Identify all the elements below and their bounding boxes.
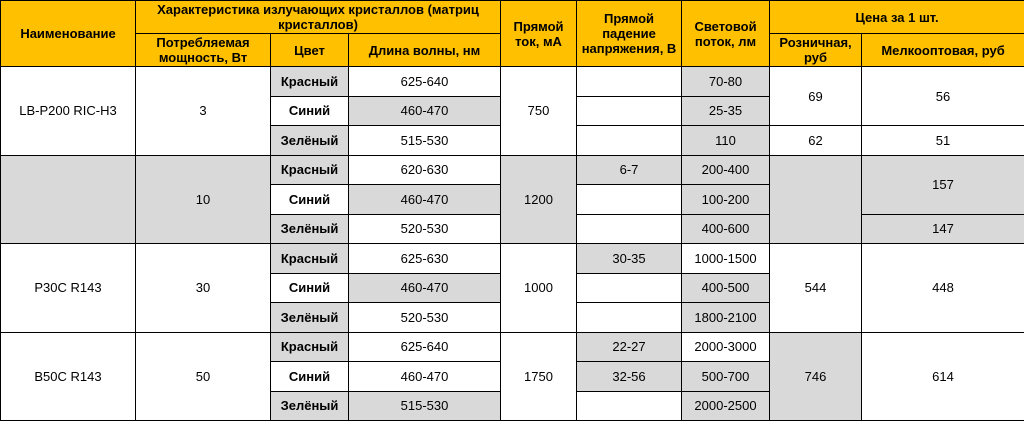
table-row <box>1 244 1024 274</box>
flux-cell: 400-600 <box>682 214 770 244</box>
table-header-row-1 <box>1 1 1024 34</box>
voltage-cell <box>577 303 682 333</box>
voltage-cell: 32-56 <box>577 362 682 392</box>
color-cell: Синий <box>271 362 349 392</box>
flux-cell: 2000-3000 <box>682 332 770 362</box>
retail-price-cell <box>770 155 862 244</box>
flux-cell: 100-200 <box>682 185 770 215</box>
wholesale-price-cell: 614 <box>862 332 1024 421</box>
voltage-cell: 22-27 <box>577 332 682 362</box>
flux-cell: 2000-2500 <box>682 391 770 421</box>
power-cell: 10 <box>136 155 271 244</box>
wavelength-cell: 460-470 <box>349 185 501 215</box>
retail-price-cell: 69 <box>770 67 862 126</box>
header-wavelength: Длина волны, нм <box>349 34 501 67</box>
wavelength-cell: 460-470 <box>349 362 501 392</box>
voltage-cell <box>577 96 682 126</box>
color-cell: Красный <box>271 244 349 274</box>
wavelength-cell: 625-640 <box>349 332 501 362</box>
header-power: Потребляемая мощность, Вт <box>136 34 271 67</box>
power-cell: 50 <box>136 332 271 421</box>
header-characteristics: Характеристика излучающих кристаллов (матриц кристаллов) <box>136 1 501 34</box>
wavelength-cell: 625-640 <box>349 67 501 97</box>
flux-cell: 400-500 <box>682 273 770 303</box>
wholesale-price-cell: 448 <box>862 244 1024 333</box>
wavelength-cell: 520-530 <box>349 303 501 333</box>
voltage-cell <box>577 185 682 215</box>
product-name-cell: B50C R143 <box>1 332 136 421</box>
color-cell: Зелёный <box>271 303 349 333</box>
color-cell: Зелёный <box>271 214 349 244</box>
wavelength-cell: 515-530 <box>349 126 501 156</box>
voltage-cell <box>577 391 682 421</box>
voltage-cell <box>577 126 682 156</box>
retail-price-cell: 544 <box>770 244 862 333</box>
color-cell: Зелёный <box>271 391 349 421</box>
table-row <box>1 67 1024 97</box>
product-name-cell <box>1 155 136 244</box>
voltage-cell <box>577 214 682 244</box>
wavelength-cell: 625-630 <box>349 244 501 274</box>
color-cell: Синий <box>271 185 349 215</box>
wavelength-cell: 460-470 <box>349 96 501 126</box>
header-color: Цвет <box>271 34 349 67</box>
header-price: Цена за 1 шт. <box>770 1 1024 34</box>
color-cell: Красный <box>271 155 349 185</box>
wavelength-cell: 520-530 <box>349 214 501 244</box>
header-retail: Розничная, руб <box>770 34 862 67</box>
wavelength-cell: 620-630 <box>349 155 501 185</box>
voltage-cell <box>577 67 682 97</box>
voltage-cell: 30-35 <box>577 244 682 274</box>
voltage-cell <box>577 273 682 303</box>
wholesale-price-cell: 147 <box>862 214 1024 244</box>
flux-cell: 200-400 <box>682 155 770 185</box>
header-current: Прямой ток, мА <box>501 1 577 67</box>
flux-cell: 110 <box>682 126 770 156</box>
flux-cell: 70-80 <box>682 67 770 97</box>
wavelength-cell: 460-470 <box>349 273 501 303</box>
flux-cell: 1800-2100 <box>682 303 770 333</box>
color-cell: Зелёный <box>271 126 349 156</box>
product-name-cell: P30C R143 <box>1 244 136 333</box>
color-cell: Синий <box>271 273 349 303</box>
header-name: Наименование <box>1 1 136 67</box>
current-cell: 1000 <box>501 244 577 333</box>
voltage-cell: 6-7 <box>577 155 682 185</box>
header-flux: Световой поток, лм <box>682 1 770 67</box>
product-name-cell: LB-P200 RIC-H3 <box>1 67 136 156</box>
retail-price-cell: 746 <box>770 332 862 421</box>
color-cell: Красный <box>271 67 349 97</box>
header-wholesale: Мелкооптовая, руб <box>862 34 1024 67</box>
color-cell: Синий <box>271 96 349 126</box>
current-cell: 1750 <box>501 332 577 421</box>
current-cell: 750 <box>501 67 577 156</box>
color-cell: Красный <box>271 332 349 362</box>
wavelength-cell: 515-530 <box>349 391 501 421</box>
wholesale-price-cell: 56 <box>862 67 1024 126</box>
table-row <box>1 332 1024 362</box>
current-cell: 1200 <box>501 155 577 244</box>
table-body <box>1 67 1024 421</box>
flux-cell: 25-35 <box>682 96 770 126</box>
wholesale-price-cell: 157 <box>862 155 1024 214</box>
flux-cell: 1000-1500 <box>682 244 770 274</box>
retail-price-cell: 62 <box>770 126 862 156</box>
table-row <box>1 155 1024 185</box>
power-cell: 3 <box>136 67 271 156</box>
flux-cell: 500-700 <box>682 362 770 392</box>
header-voltage: Прямой падение напряжения, В <box>577 1 682 67</box>
power-cell: 30 <box>136 244 271 333</box>
wholesale-price-cell: 51 <box>862 126 1024 156</box>
